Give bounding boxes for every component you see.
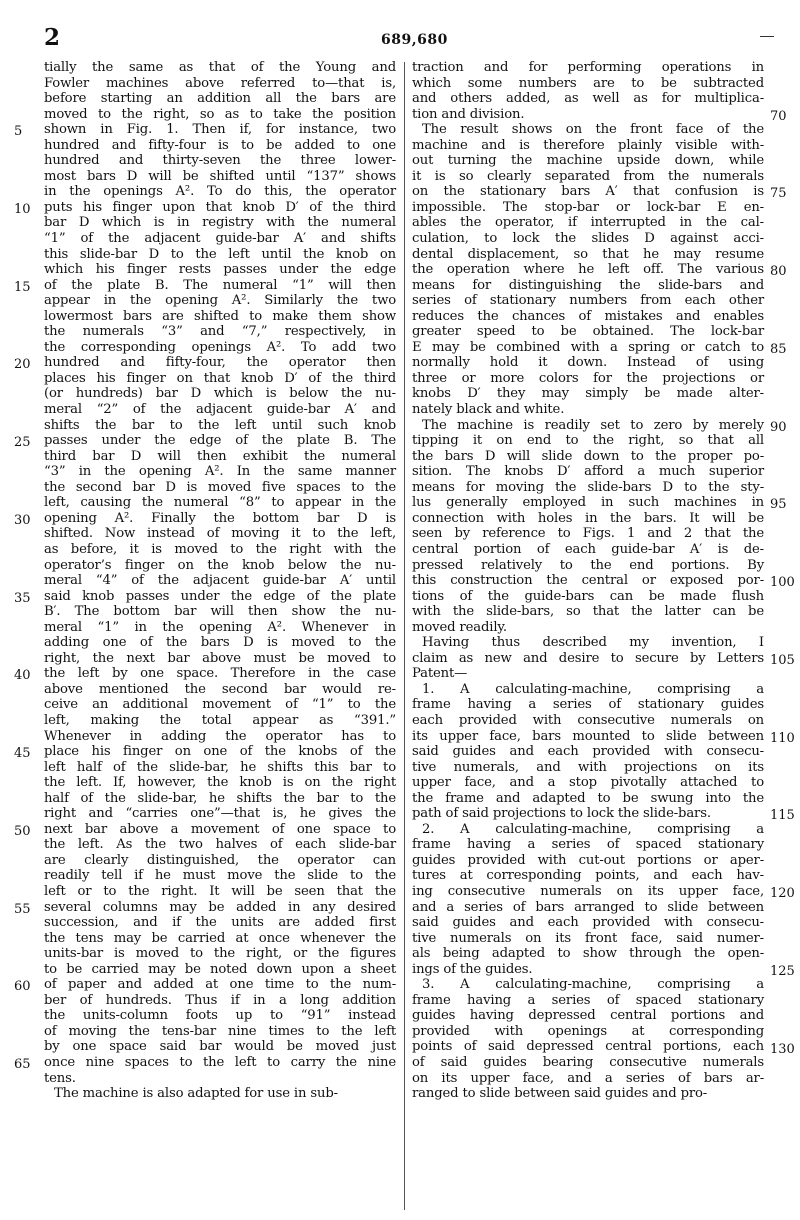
left-column-line: lowermost bars are shifted to make them show [44,308,396,324]
right-column-line: means for distinguishing the slide-bars and [412,277,764,293]
left-column-line: “3” in the opening A². In the same manner [44,464,396,480]
left-column-line: by one space said bar would be moved just [44,1039,396,1055]
margin-line-number: 15 [14,279,31,295]
right-column-line: Having thus described my invention, I [422,635,764,651]
left-column-line: moved to the right, so as to take the position [44,106,396,122]
right-column-line: Patent— [412,666,468,682]
left-column-line: left, making the total appear as “391.” [44,712,396,728]
right-column-line: ing consecutive numerals on its upper face, [412,883,764,899]
left-column-line: puts his finger upon that knob D′ of the third [44,199,396,215]
margin-line-number: 130 [770,1041,795,1057]
margin-line-number: 85 [770,341,787,357]
margin-line-number: 110 [770,730,795,746]
right-column-line: upper face, and a stop pivotally attached to [412,775,764,791]
right-column-line: tipping it on end to the right, so that all [412,433,764,449]
right-column-line: moved readily. [412,619,507,635]
left-column-line: the tens may be carried at once whenever the [44,930,396,946]
left-column-line: Whenever in adding the operator has to [44,728,396,744]
right-column-line: the bars D will slide down to the proper po- [412,448,764,464]
margin-line-number: 95 [770,497,787,513]
right-column-line: its upper face, bars mounted to slide between [412,728,764,744]
right-column-line: traction and for performing operations in [412,60,764,75]
right-column-line: frame having a series of stationary guides [412,697,764,713]
right-column-line: points of said depressed central portions, each [412,1039,764,1055]
right-column-line: E may be combined with a spring or catch to [412,339,764,355]
right-column-line: lus generally employed in such machines in [412,495,764,511]
right-column-line: the frame and adapted to be swung into the [412,790,764,806]
left-column-line: this slide-bar D to the left until the knob on [44,246,396,262]
left-column-line: shown in Fig. 1. Then if, for instance, two [44,122,396,138]
left-column-line: before starting an addition all the bars are [44,91,396,107]
left-column-line: hundred and fifty-four is to be added to one [44,137,396,153]
left-column-line: the numerals “3” and “7,” respectively, in [44,324,396,340]
left-column-line: half of the slide-bar, he shifts the bar to the [44,790,396,806]
right-column-line: 1. A calculating-machine, comprising a [422,681,764,697]
margin-line-number: 100 [770,575,795,591]
margin-line-number: 45 [14,746,31,762]
margin-line-number: 20 [14,357,31,373]
right-column-line: on its upper face, and a series of bars ar- [412,1070,764,1086]
header-mark [760,36,774,37]
left-column-line: places his finger on that knob D′ of the third [44,370,396,386]
right-column-line: normally hold it down. Instead of using [412,355,764,371]
left-column-line: shifts the bar to the left until such knob [44,417,396,433]
margin-line-number: 30 [14,512,31,528]
left-column-line: “1” of the adjacent guide-bar A′ and shifts [44,231,396,247]
left-column-line: above mentioned the second bar would re- [44,681,396,697]
left-column-line: of moving the tens-bar nine times to the left [44,1023,396,1039]
left-column-line: left half of the slide-bar, he shifts this bar to [44,759,396,775]
left-column-line: passes under the edge of the plate B. The [44,433,396,449]
right-column-line: said guides and each provided with consecu- [412,915,764,931]
right-column-line: frame having a series of spaced stationary [412,992,764,1008]
margin-line-number: 120 [770,886,795,902]
right-column-line: culation, to lock the slides D against acci- [412,231,764,247]
left-column-line: third bar D will then exhibit the numeral [44,448,396,464]
left-column-line: bar D which is in registry with the numeral [44,215,396,231]
margin-line-number: 70 [770,108,787,124]
margin-line-number: 75 [770,186,787,202]
left-column-line: most bars D will be shifted until “137” shows [44,168,396,184]
margin-line-number: 125 [770,963,795,979]
left-column-line: hundred and fifty-four, the operator then [44,355,396,371]
margin-line-number: 35 [14,590,31,606]
right-column-line: greater speed to be obtained. The lock-bar [412,324,764,340]
right-column-line: out turning the machine upside down, while [412,153,764,169]
left-column-line: are clearly distinguished, the operator can [44,852,396,868]
right-column-line: pressed relatively to the end portions. By [412,557,764,573]
right-column-line: tion and division. [412,106,525,122]
left-column-line: succession, and if the units are added first [44,915,396,931]
left-column-line: Fowler machines above referred to—that is, [44,75,396,91]
margin-line-number: 65 [14,1057,31,1073]
margin-line-number: 40 [14,668,31,684]
right-column-line: path of said projections to lock the slide-bars. [412,806,711,822]
right-column-line: guides having depressed central portions and [412,1008,764,1024]
right-column-line: nately black and white. [412,402,565,418]
left-column-line: ber of hundreds. Thus if in a long addition [44,992,396,1008]
left-column-line: B′. The bottom bar will then show the nu- [44,604,396,620]
right-column-line: seen by reference to Figs. 1 and 2 that the [412,526,764,542]
right-column-line: ables the operator, if interrupted in the cal- [412,215,764,231]
right-column-line: three or more colors for the projections or [412,370,764,386]
left-column-line: to be carried may be noted down upon a sheet [44,961,396,977]
left-column-line: next bar above a movement of one space to [44,821,396,837]
left-column-line: the second bar D is moved five spaces to the [44,479,396,495]
right-column-line: tive numerals, and with projections on its [412,759,764,775]
left-column-line: the left by one space. Therefore in the case [44,666,396,682]
right-column-line: of said guides bearing consecutive numerals [412,1055,764,1070]
right-column-line: each provided with consecutive numerals on [412,712,764,728]
left-column-line: as before, it is moved to the right with the [44,541,396,557]
margin-line-number: 55 [14,901,31,917]
right-column-line: on the stationary bars A′ that confusion is [412,184,764,200]
page-number: 2 [44,24,61,51]
right-column-line: and others added, as well as for multiplica- [412,91,764,107]
column-divider [404,62,405,1210]
right-column-line: The result shows on the front face of the [422,122,764,138]
left-column-line: tens. [44,1070,76,1086]
left-column-line: units-bar is moved to the right, or the figures [44,946,396,962]
left-column-line: readily tell if he must move the slide to the [44,868,396,884]
right-column-line: with the slide-bars, so that the latter can be [412,604,764,620]
right-column-line: ranged to slide between said guides and pro- [412,1086,708,1102]
right-column-line: impossible. The stop-bar or lock-bar E en- [412,199,764,215]
left-column-line: tially the same as that of the Young and [44,60,396,75]
margin-line-number: 115 [770,808,795,824]
left-column-line: adding one of the bars D is moved to the [44,635,396,651]
right-column-line: reduces the chances of mistakes and enables [412,308,764,324]
left-text-column [44,60,396,1102]
margin-line-number: 5 [14,124,23,140]
right-column-line: which some numbers are to be subtracted [412,75,764,91]
right-column-line: central portion of each guide-bar A′ is de- [412,541,764,557]
left-column-line: the corresponding openings A². To add two [44,339,396,355]
margin-line-number: 90 [770,419,787,435]
left-column-line: several columns may be added in any desired [44,899,396,915]
left-column-line: said knob passes under the edge of the plate [44,588,396,604]
right-column-line: means for moving the slide-bars D to the sty- [412,479,764,495]
left-column-line: the left. If, however, the knob is on the right [44,775,396,791]
left-column-line: meral “2” of the adjacent guide-bar A′ and [44,402,396,418]
patent-number: 689,680 [381,32,448,48]
right-column-line: tures at corresponding points, and each hav- [412,868,764,884]
right-column-line: guides provided with cut-out portions or aper- [412,852,764,868]
right-column-line: 2. A calculating-machine, comprising a [422,821,764,837]
left-column-line: left, causing the numeral “8” to appear in the [44,495,396,511]
right-column-line: The machine is readily set to zero by merely [422,417,764,433]
left-column-line: meral “1” in the opening A². Whenever in [44,619,396,635]
right-column-line: knobs D′ they may simply be made alter- [412,386,764,402]
left-column-line: appear in the opening A². Similarly the two [44,293,396,309]
left-column-line: the units-column foots up to “91” instead [44,1008,396,1024]
left-column-line: operator’s finger on the knob below the nu- [44,557,396,573]
margin-line-number: 105 [770,652,795,668]
right-column-line: said guides and each provided with consecu- [412,744,764,760]
right-text-column [412,60,764,1102]
right-column-line: tions of the guide-bars can be made flush [412,588,764,604]
left-column-line: right and “carries one”—that is, he gives the [44,806,396,822]
left-column-line: the left. As the two halves of each slide-bar [44,837,396,853]
right-column-line: ings of the guides. [412,961,533,977]
margin-line-number: 10 [14,201,31,217]
right-column-line: 3. A calculating-machine, comprising a [422,977,764,993]
left-column-line: which his finger rests passes under the edge [44,262,396,278]
left-column-line: (or hundreds) bar D which is below the nu- [44,386,396,402]
left-column-line: opening A². Finally the bottom bar D is [44,510,396,526]
right-column-line: frame having a series of spaced stationary [412,837,764,853]
right-column-line: sition. The knobs D′ afford a much superior [412,464,764,480]
right-column-line: the operation where he left off. The various [412,262,764,278]
right-column-line: als being adapted to show through the open- [412,946,764,962]
right-column-line: machine and is therefore plainly visible with- [412,137,764,153]
margin-line-number: 80 [770,264,787,280]
right-column-line: claim as new and desire to secure by Letters [412,650,764,666]
right-column-line: provided with openings at corresponding [412,1023,764,1039]
left-column-line: in the openings A². To do this, the operator [44,184,396,200]
left-column-line: of the plate B. The numeral “1” will then [44,277,396,293]
right-column-line: it is so clearly separated from the numerals [412,168,764,184]
right-column-line: this construction the central or exposed por- [412,573,764,589]
margin-line-number: 25 [14,435,31,451]
right-column-line: series of stationary numbers from each other [412,293,764,309]
margin-line-number: 50 [14,823,31,839]
right-column-line: and a series of bars arranged to slide between [412,899,764,915]
right-column-line: connection with holes in the bars. It will be [412,510,764,526]
left-column-line: right, the next bar above must be moved to [44,650,396,666]
right-column-line: dental displacement, so that he may resume [412,246,764,262]
left-column-line: meral “4” of the adjacent guide-bar A′ until [44,573,396,589]
left-column-line: once nine spaces to the left to carry the nine [44,1055,396,1070]
left-column-line: place his finger on one of the knobs of the [44,744,396,760]
margin-line-number: 60 [14,979,31,995]
left-column-line: The machine is also adapted for use in sub- [54,1086,338,1102]
left-column-line: left or to the right. It will be seen that the [44,883,396,899]
left-column-line: of paper and added at one time to the num- [44,977,396,993]
left-column-line: ceive an additional movement of “1” to the [44,697,396,713]
left-column-line: hundred and thirty-seven the three lower- [44,153,396,169]
right-column-line: tive numerals on its front face, said numer- [412,930,764,946]
left-column-line: shifted. Now instead of moving it to the left, [44,526,396,542]
